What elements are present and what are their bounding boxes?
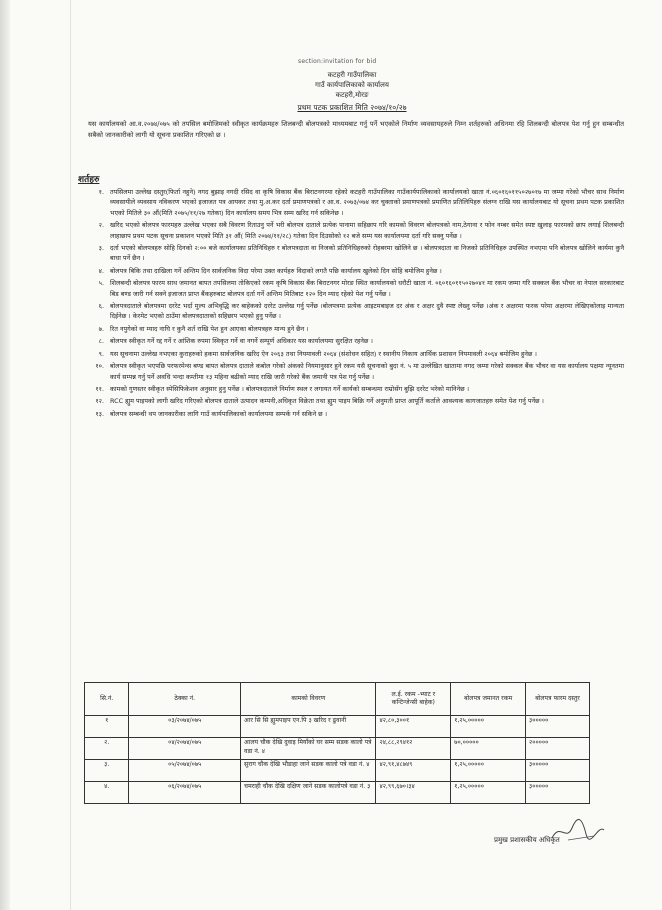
- header-work: कामको विवरण: [241, 683, 376, 716]
- condition-number: १.: [98, 188, 104, 196]
- condition-text: तपसिलमा उल्लेख दस्तुर(फिर्ता नहुने) नगद बुझाइ नगदी रसिद वा कृषि विकास बैंक बिराटनगरमा रहेको कटहरी गाउँपालिका गाउँकार्यपालिकाको कार्यालयको खाता नं.०६०१६०११५०२७०१७ मा जम्मा गरेको भौचर साथ निर्माण व्यवसायीले व्यवसाय नविकरण भएको इजाजत पत्र आयकर तथा मु.अ.कर दर्ता प्रमाणपत्रको र आ.व. २०७३/०७४ कर चुक्ताको प्रमाणपत्रको प्रमाणित प्रतिलिपिहरु संलग्न राखि यस कार्यालयबाट यो सूचना प्रथम पटक प्रकाशित भएको मितिले ३० औं(मिति २०७५/११/२७ गतेका) दिन कार्यालय समय भित्र सम्म खरिद गर्न सकिनेछ ।: [110, 188, 624, 217]
- condition-number: १३.: [95, 409, 104, 418]
- office-location: कटहरी,मोरङ: [335, 91, 369, 99]
- cell-deposit: १,२५,०००००: [451, 716, 526, 738]
- condition-text: दर्ता भएको बोलपत्रहरु सोहि दिनको २:०० बजे कार्यालयका प्रतिनिधिहरु र बोलपत्रदाता वा निजको प्रतिनिधिहरुको रोहबरमा खोलिने छ । बोलपत्रदाता वा निजको प्रतिनिधिहरु उपस्थित नभएमा पनि बोलपत्र खोलिने कार्यमा कुनै बाधा पर्ने छैन ।: [110, 244, 624, 263]
- cell-contract-no: ०३/२०७४/०७५: [129, 716, 241, 738]
- condition-number: ७.: [98, 324, 104, 333]
- condition-text: शिलबन्दी बोलपत्र फारम साथ जमानत बापत तपसिलमा तोकिएको रकम कृषि विकास बैंक बिराटनगर मोरङ स्थित कार्यालयको धरौटी खाता नं. ०६०१६०११५०२७०४१ मा रकम जम्मा गरि सक्कल बैंक भौचर वा नेपाल सरकारबाट बिड बण्ड जारी गर्न सक्ने इजाजत प्राप्त बैंकहरुबाट बोलपत्र दर्ता गर्ने अन्तिम मितिबाट १२० दिन म्याद रहेको पेश गर्नु पर्नेछ ।: [110, 279, 624, 298]
- bid-table: [84, 682, 590, 804]
- cell-cost: २४,८८,२९४१२: [376, 738, 451, 760]
- notice-page: [78, 52, 626, 902]
- condition-number: १०.: [95, 362, 104, 371]
- table-row: [85, 738, 590, 760]
- publish-date: प्रथम पटक प्रकाशित मिति २०७४/१०/२७: [297, 103, 407, 112]
- cell-fee: ३०००००: [526, 782, 590, 804]
- condition-item: [78, 278, 624, 299]
- cell-deposit: १,२५,०००००: [451, 782, 526, 804]
- header-sn: सि.नं.: [85, 683, 129, 716]
- condition-text: खरिद भएको बोलपत्र फारमहरु उल्लेख भएका सबै विवरण रिताउनु पर्ने भरी बोलपत्र दाताले प्रत्येक पानामा सहिछाप गरि कामको विवरण बोलपत्रको नाम,ठेगाना र फोन नम्बर समेत स्पष्ट खुलाइ फारमको छाप लगाई शिलबन्दी लाहाछाप प्रथम पटक सूचना प्रकाशन भएको मिति ३१ औं( मिति २०७४/११/२८) गतेका दिन दिउसोको १२ बजे सम्म यस कार्यालयमा दर्ता गरि सक्नु पर्नेछ ।: [110, 221, 624, 240]
- condition-number: १२.: [95, 397, 104, 406]
- condition-item: [78, 349, 624, 359]
- condition-text: बोलपत्र सम्बन्धी थप जानकारीका लागि गाउँ कार्यपालिकाको कार्यालयमा सम्पर्क गर्न सकिने छ ।: [110, 409, 328, 418]
- cell-fee: ३०००००: [526, 716, 590, 738]
- condition-text: बोलपत्र बिकि तथा दाखिला गर्ने अन्तिम दिन सार्वजनिक विदा परेमा उक्त कार्यहरु विदाको लगतै पछि कार्यालय खुलेको दिन सोहि बमोजिम हुनेछ ।: [110, 266, 442, 275]
- office-name: कटहरी गाउँपालिका: [327, 71, 377, 79]
- condition-item: [78, 384, 624, 394]
- condition-number: ३.: [98, 244, 104, 253]
- condition-item: [78, 187, 624, 218]
- condition-text: कामको गुणस्तर स्वीकृत स्पेसिफिकेशन अनुसार हुनु पर्नेछ । बोलपत्रदाताले निर्माण स्थल र लगायत गर्ने कार्यको सम्बन्धमा राम्रोसँग बुझि दररेट भरेको मानिनेछ ।: [110, 384, 470, 393]
- cell-work: सुराग चौक देखि भौडाहा जाने सडक कालो पत्रे वडा नं. ४: [241, 760, 376, 782]
- table-row: [85, 760, 590, 782]
- condition-item: [78, 220, 624, 241]
- condition-text: बोलपत्र स्वीकृत गर्ने रद्द गर्ने र आंशिक रुपमा स्विकृत गर्ने वा नगर्ने सम्पूर्ण अधिकार यस कार्यालयमा सुरक्षित रहनेछ ।: [110, 337, 373, 346]
- header-cost: ल.ई. रकम -भ्याट र कन्टिन्जेन्सी बाहेक): [376, 683, 451, 716]
- condition-number: ९.: [98, 349, 104, 358]
- condition-text: यस सूचनामा उल्लेख नभएका कुराहरुको हकमा सार्वजनिक खरिद ऐन २०६३ तथा नियमावली २०६४ (संशोधन सहित) र स्थानीय निकाय आर्थिक प्रशासन नियमावली २०६४ बमोजिम हुनेछ ।: [110, 349, 537, 358]
- condition-text: रित नपुगेको वा म्याद नाघि र कुनै शर्त राखि पेश हुन आएका बोलपत्रहरु मान्य हुने छैन ।: [110, 324, 309, 333]
- cell-sn: १: [85, 716, 129, 738]
- table-header-row: [85, 683, 590, 716]
- cell-work: चमराही चौक देखि दक्षिण जाने सडक कालोपत्रे वडा नं. ३: [241, 782, 376, 804]
- table-row: [85, 782, 590, 804]
- cell-work: आलय चौक देखि दुवाइ मियाँको घर सम्म सडक कालो पत्रे वडा नं. ४: [241, 738, 376, 760]
- cell-work: आर सि सि ह्युमपाइप एन.पि ३ खरिद र ढुवानी: [241, 716, 376, 738]
- cell-sn: ४.: [85, 782, 129, 804]
- condition-number: ४.: [98, 266, 104, 275]
- condition-number: ८.: [98, 337, 104, 346]
- condition-item: [78, 409, 624, 419]
- scan-fold-line: [70, 0, 71, 910]
- conditions-list: [78, 187, 624, 421]
- cell-fee: ३०००००: [526, 760, 590, 782]
- header-fee: बोलपत्र फारम दस्तुर: [526, 683, 590, 716]
- condition-number: ५.: [98, 279, 104, 288]
- header-contract-no: ठेक्का नं.: [129, 683, 241, 716]
- cell-contract-no: ०५/२०७४/०७५: [129, 760, 241, 782]
- condition-number: २.: [98, 221, 104, 230]
- cell-deposit: १,२५,०००००: [451, 760, 526, 782]
- cell-deposit: ७०,०००००: [451, 738, 526, 760]
- condition-number: ६.: [98, 302, 104, 311]
- cell-contract-no: ०४/२०७४/०७५: [129, 738, 241, 760]
- cell-cost: ४२,९१,४८७४९: [376, 760, 451, 782]
- conditions-heading: शर्तहरु: [78, 175, 100, 185]
- condition-text: बोलपत्रदाताले बोलपत्रमा दररेट भर्दा मुल्य अभिवृद्धि कर बाहेकको दररेट उल्लेख गर्नु पर्नेछ ।बोलपत्रमा प्रत्येक आइटमबाइज दर अंक र अक्षर दुवै स्पष्ट लेख्नु पर्नेछ ।अंक र अक्षरमा फरक परेमा अक्षरमा लेखिएकोलाइ मान्यता दिईनेछ । केरमेट भएको ठाउँमा बोलपत्रदाताको सहिछाप भएको हुनु पर्नेछ ।: [110, 302, 624, 321]
- cell-sn: २.: [85, 738, 129, 760]
- cell-sn: ३.: [85, 760, 129, 782]
- scan-edge: [0, 0, 10, 910]
- cell-contract-no: ०६/२०७४/०७५: [129, 782, 241, 804]
- condition-item: [78, 396, 624, 406]
- condition-item: [78, 301, 624, 322]
- condition-item: [78, 324, 624, 334]
- cell-fee: २०००००: [526, 738, 590, 760]
- signer-title: प्रमुख प्रशासकीय अधिकृत: [494, 836, 560, 844]
- intro-paragraph: यस कार्यालयको आ.व.२०७४/०७५ को तपसिल बमोजिमको स्वीकृत कार्यक्रमहरु शिलबन्दी बोलपत्रको माध्यमबाट गर्नु पर्ने भएकोले निर्माण व्यवसायहरुले निम्न शर्तहरुको अधिनमा रहि शिलबन्दी बोलपत्र पेश गर्नु हुन सम्बन्धीत सबैको जानकारीको लागी यो सूचना प्रकाशित गरिएको छ ।: [88, 120, 624, 139]
- office-subtitle: गाउँ कार्यपालिकाको कार्यालय: [315, 81, 389, 89]
- condition-text: RCC ह्युम पाइपको लागी खरिद गरिएको बोलपत्र दाताले उत्पादन कम्पनी,अधिकृत विक्रेता तथा ह्युम पाइप बिक्रि गर्ने अनुमती प्राप्त आपूर्ति कर्ताले आवश्यक कागजातहरु समेत पेश गर्नु पर्नेछ ।: [110, 397, 544, 406]
- cell-cost: ४२,९९,६७०।३४: [376, 782, 451, 804]
- cell-cost: ४२,८०,३००१: [376, 716, 451, 738]
- section-line: section:invitation for bid: [298, 58, 377, 65]
- condition-item: [78, 336, 624, 346]
- header-deposit: बोलपत्र जमानत रकम: [451, 683, 526, 716]
- condition-text: बोलपत्र स्वीकृत भएपछि परफरमेन्स बण्ड बापत बोलपत्र दाताले कबोल गरेको अंकको नियमानुसार हुने रकम यसै सूचनाको बुदा नं. ५ मा उल्लेखित खातामा नगद जम्मा गरेको सक्कल बैंक भौचर वा यस कार्यालय पक्षमा न्यूनतमा कार्य सम्पन्न गर्नु पर्ने अवधि भन्दा कम्तीमा १३ महिना बढीको म्याद राखि जारी गरेको बैंक जमानी पत्र पेश गर्नु पर्नेछ ।: [110, 362, 624, 381]
- condition-item: [78, 361, 624, 382]
- table-row: [85, 716, 590, 738]
- condition-number: ११.: [95, 384, 104, 393]
- condition-item: [78, 243, 624, 264]
- condition-item: [78, 266, 624, 276]
